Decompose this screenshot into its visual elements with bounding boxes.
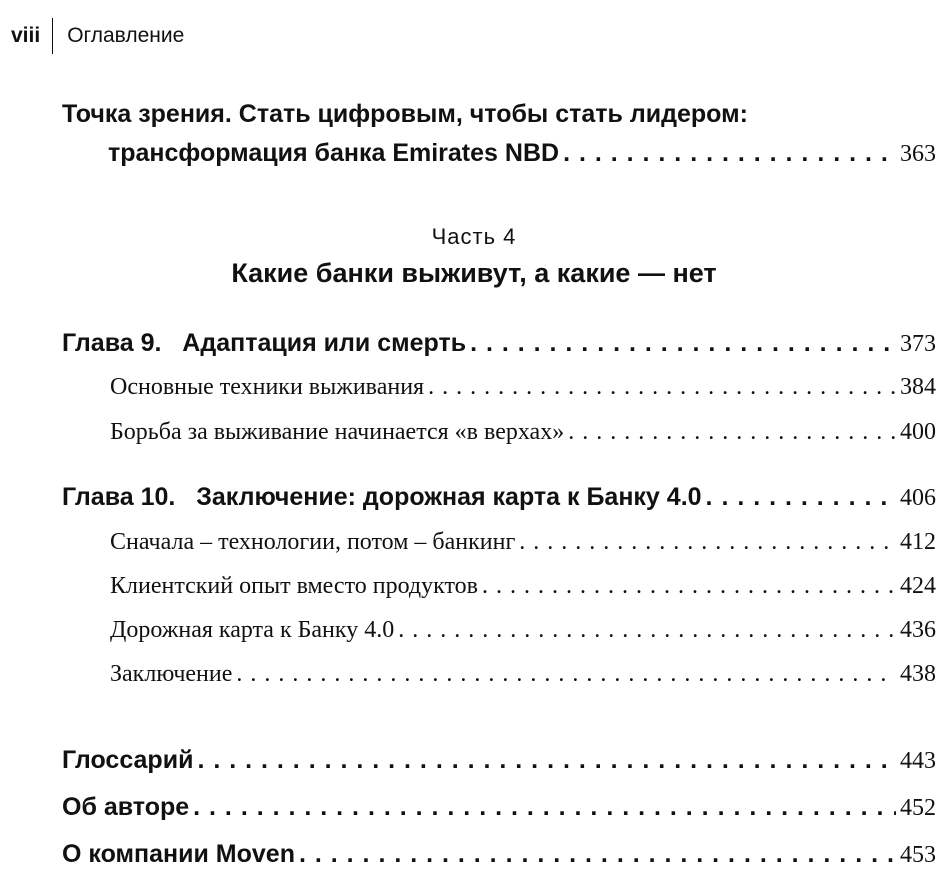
toc-entry-viewpoint[interactable] [108,139,936,168]
toc-entry-chapter-10[interactable] [62,483,936,512]
dot-leader [299,840,896,869]
section-title: Основные техники выживания [110,374,425,400]
page-number: 453 [900,842,936,868]
dot-leader [706,483,896,512]
backmatter-title: Об авторе [62,793,190,821]
toc-entry-section[interactable] [110,529,936,556]
dot-leader [519,529,896,556]
page-number: 412 [900,529,936,555]
section-title: Борьба за выживание начинается «в верхах» [110,419,565,445]
section-title: Заключение [110,661,233,687]
dot-leader [428,374,896,401]
toc-entry-section[interactable] [110,419,936,446]
page-number: 436 [900,617,936,643]
part-number: Часть 4 [431,224,517,249]
backmatter-title: Глоссарий [62,746,194,774]
running-head [11,18,184,54]
backmatter-title: О компании Moven [62,840,295,868]
page-number: 452 [900,795,936,821]
page-folio: viii [11,24,41,47]
toc-entry-section[interactable] [110,661,936,688]
dot-leader [568,419,896,446]
toc-viewpoint-line1: Точка зрения. Стать цифровым, чтобы стать лидером: [62,100,748,128]
page-number: 443 [900,748,936,774]
dot-leader [236,661,896,688]
page-number: 406 [900,485,936,511]
section-title: Клиентский опыт вместо продуктов [110,573,478,599]
toc-entry-about-author[interactable] [62,793,936,822]
dot-leader [197,746,896,775]
section-title: Сначала – технологии, потом – банкинг [110,529,516,555]
toc-entry-section[interactable] [110,573,936,600]
page-number: 363 [900,141,936,167]
toc-entry-section[interactable] [110,617,936,644]
toc-entry-section[interactable] [110,374,936,401]
part-title: Какие банки выживут, а какие — нет [231,258,717,288]
dot-leader [193,793,896,822]
chapter-title: Заключение: дорожная карта к Банку 4.0 [196,483,702,511]
chapter-title: Адаптация или смерть [182,329,467,357]
dot-leader [398,617,896,644]
toc-viewpoint-line2: трансформация банка Emirates NBD [108,139,560,167]
section-title: Дорожная карта к Банку 4.0 [110,617,395,643]
page-number: 384 [900,374,936,400]
dot-leader [482,573,896,600]
toc-entry-chapter-9[interactable] [62,329,936,358]
running-head-title: Оглавление [67,24,185,47]
page-number: 400 [900,419,936,445]
page-number: 424 [900,573,936,599]
toc-entry-glossary[interactable] [62,746,936,775]
dot-leader [470,329,896,358]
page-number: 438 [900,661,936,687]
page-number: 373 [900,331,936,357]
chapter-number: Глава 9. [62,329,162,357]
dot-leader [563,139,896,168]
chapter-number: Глава 10. [62,483,176,511]
toc-entry-about-moven[interactable] [62,840,936,869]
